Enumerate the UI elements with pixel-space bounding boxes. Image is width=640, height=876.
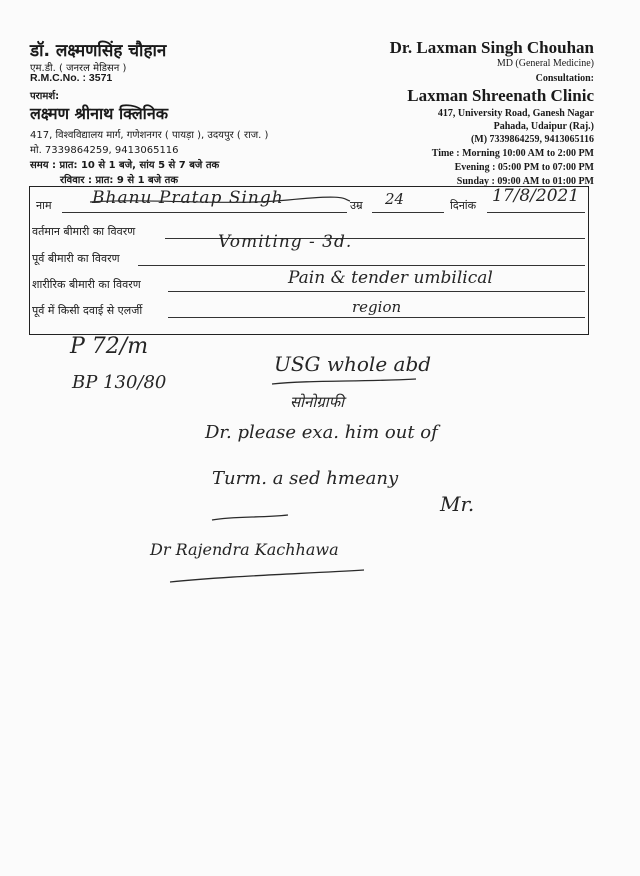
age-handwritten: 24 (385, 190, 405, 208)
doctor-name-hindi: डॉ. लक्ष्मणसिंह चौहान (30, 41, 167, 61)
current-illness-label: वर्तमान बीमारी का विवरण (32, 225, 136, 238)
usg-underline (270, 376, 420, 388)
doctor-name: Dr. Laxman Singh Chouhan (389, 38, 594, 57)
divider-stroke (210, 512, 290, 524)
age-label: उम्र (350, 199, 363, 212)
pulse-note: P 72/m (70, 334, 149, 359)
past-illness-label: पूर्व बीमारी का विवरण (32, 252, 120, 265)
referral-underline (168, 566, 368, 586)
age-field-line (372, 212, 444, 213)
doctor-signature: Mr. (440, 492, 475, 516)
allergy-label: पूर्व में किसी दवाई से एलर्जी (32, 304, 143, 317)
name-strikethrough (88, 190, 353, 210)
timing-hindi: समय : प्रात: 10 से 1 बजे, सांय 5 से 7 बजे तक (30, 160, 220, 171)
past-illness-line (138, 265, 585, 266)
degree-hindi: एम.डी. ( जनरल मेडिसन ) (30, 63, 127, 74)
time-evening: Evening : 05:00 PM to 07:00 PM (454, 162, 594, 173)
date-handwritten: 17/8/2021 (492, 186, 580, 206)
consultation-label: Consultation: (535, 73, 594, 84)
clinic-name-hindi: लक्ष्मण श्रीनाथ क्लिनिक (30, 104, 168, 123)
name-label: नाम (36, 199, 52, 212)
degree: MD (General Medicine) (496, 58, 594, 69)
consult-label-hindi: परामर्श: (30, 91, 60, 102)
address-line-2: Pahada, Udaipur (Raj.) (493, 121, 594, 132)
time-sunday: Sunday : 09:00 AM to 01:00 PM (456, 176, 594, 187)
referral-doctor: Dr Rajendra Kachhawa (150, 540, 339, 559)
physical-illness-line (168, 291, 585, 292)
physical-illness-label: शारीरिक बीमारी का विवरण (32, 278, 141, 291)
date-label: दिनांक (450, 199, 477, 212)
allergy-line (168, 317, 585, 318)
bp-note: BP 130/80 (72, 372, 167, 393)
phone-number: (M) 7339864259, 9413065116 (470, 134, 594, 145)
advice-line-1: Dr. please exa. him out of (205, 422, 438, 443)
advice-line-2: Turm. a sed hmeany (212, 468, 399, 489)
sunday-timing-hindi: रविवार : प्रात: 9 से 1 बजे तक (60, 175, 179, 186)
current-illness-handwritten: Vomiting - 3d. (218, 232, 353, 252)
usg-order: USG whole abd (274, 352, 432, 376)
patient-name-handwritten: Bhanu Pratap Singh (92, 188, 284, 208)
phone-hindi: मो. 7339864259, 9413065116 (30, 145, 179, 156)
clinic-name: Laxman Shreenath Clinic (407, 86, 594, 105)
usg-hindi-note: सोनोग्राफी (290, 393, 345, 411)
name-field-line (62, 212, 347, 213)
time-morning: Time : Morning 10:00 AM to 2:00 PM (431, 148, 594, 159)
rmc-number: R.M.C.No. : 3571 (30, 72, 113, 84)
address-line-1: 417, University Road, Ganesh Nagar (437, 108, 594, 119)
physical-illness-handwritten: Pain & tender umbilical (288, 268, 493, 288)
address-hindi: 417, विश्वविद्यालय मार्ग, गणेशनगर ( पायड़ा ), उदयपुर ( राज. ) (30, 130, 269, 141)
allergy-handwritten: region (352, 298, 402, 316)
date-field-line (487, 212, 585, 213)
